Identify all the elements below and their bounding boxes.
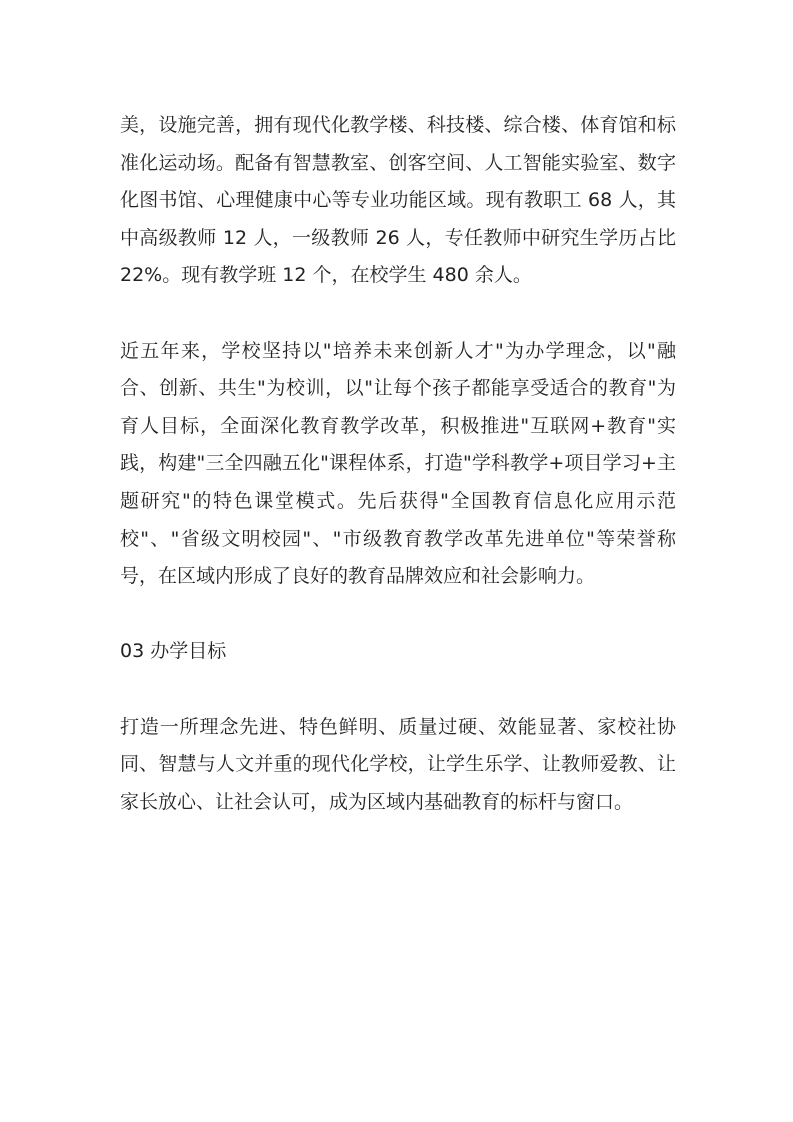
paragraph-school-goals: 打造一所理念先进、特色鲜明、质量过硬、效能显著、家校社协同、智慧与人文并重的现代化学校，让学生乐学、让教师爱教、让家长放心、让社会认可，成为区域内基础教育的标杆与窗口。 bbox=[120, 715, 676, 813]
section-heading-goals: 03 办学目标 bbox=[120, 640, 227, 663]
document-body bbox=[120, 107, 676, 821]
paragraph-facilities-staff: 美，设施完善，拥有现代化教学楼、科技楼、综合楼、体育馆和标准化运动场。配备有智慧教室、创客空间、人工智能实验室、数字化图书馆、心理健康中心等专业功能区域。现有教职工 68 人，其中高级教师 12 人，一级教师 26 人，专任教师中研究生学历占比 22%。现有教学班 12 个，在校学生 480 余人。 bbox=[120, 114, 676, 287]
paragraph-school-philosophy: 近五年来，学校坚持以"培养未来创新人才"为办学理念，以"融合、创新、共生"为校训，以"让每个孩子都能享受适合的教育"为育人目标，全面深化教育教学改革，积极推进"互联网+教育"实践，构建"三全四融五化"课程体系，打造"学科教学+项目学习+主题研究"的特色课堂模式。先后获得"全国教育信息化应用示范校"、"省级文明校园"、"市级教育教学改革先进单位"等荣誉称号，在区域内形成了良好的教育品牌效应和社会影响力。 bbox=[120, 339, 676, 588]
